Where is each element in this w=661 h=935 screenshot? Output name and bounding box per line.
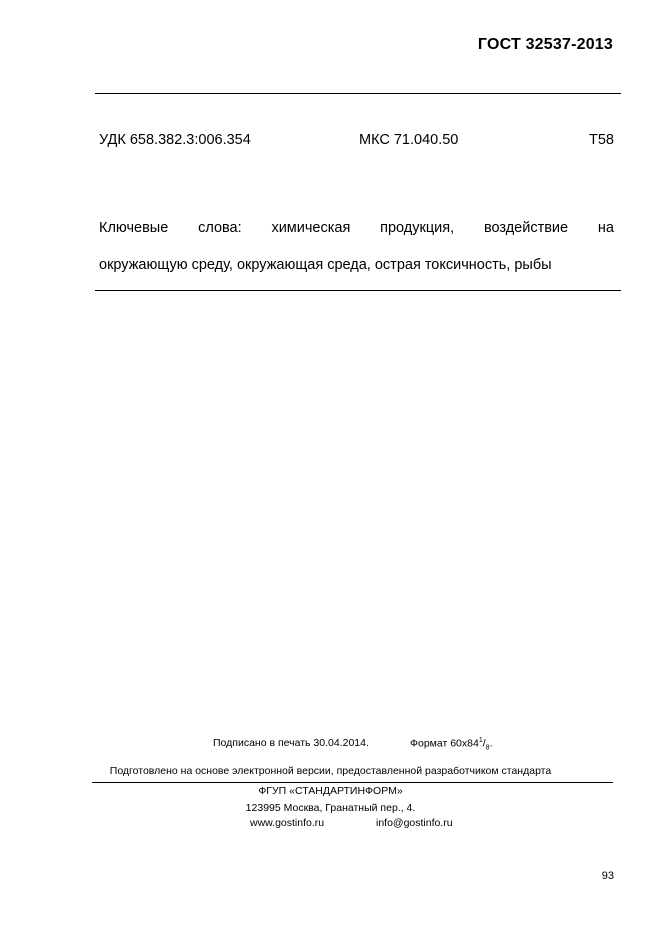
- format-suffix: .: [489, 737, 493, 750]
- paper-format: Формат $60x84^1/_8$.: [410, 737, 493, 752]
- keywords-line-1: [99, 220, 614, 236]
- udk-code: УДК 658.382.3:006.354: [99, 132, 251, 148]
- prepared-note: Подготовлено на основе электронной версии, предоставленной разработчиком стандарта: [109, 765, 552, 777]
- keywords-divider: [95, 290, 621, 291]
- top-divider: [95, 93, 621, 94]
- publisher-address: 123995 Москва, Гранатный пер., 4.: [245, 802, 416, 814]
- group-code: Т58: [589, 132, 614, 148]
- format-prefix: Формат 60x84: [410, 737, 479, 750]
- mks-code: МКС 71.040.50: [359, 132, 459, 148]
- keyword-word: на: [597, 220, 614, 236]
- standard-number: ГОСТ 32537-2013: [477, 36, 613, 53]
- website-link[interactable]: www.gostinfo.ru: [250, 817, 325, 829]
- keyword-word: Ключевые: [99, 220, 169, 236]
- publisher-name: ФГУП «СТАНДАРТИНФОРМ»: [258, 785, 403, 797]
- email-link[interactable]: info@gostinfo.ru: [376, 817, 453, 829]
- keywords-line-2: окружающую среду, окружающая среда, острая токсичность, рыбы: [99, 257, 552, 273]
- format-denominator: 8: [485, 744, 490, 752]
- page-number: 93: [601, 870, 614, 882]
- keyword-word: воздействие: [483, 220, 569, 236]
- keyword-word: химическая: [271, 220, 351, 236]
- format-numerator: 1: [478, 737, 483, 744]
- keyword-word: продукция,: [380, 220, 455, 236]
- signed-date: Подписано в печать 30.04.2014.: [213, 737, 369, 749]
- keyword-word: слова:: [198, 220, 242, 236]
- imprint-divider: [92, 782, 613, 783]
